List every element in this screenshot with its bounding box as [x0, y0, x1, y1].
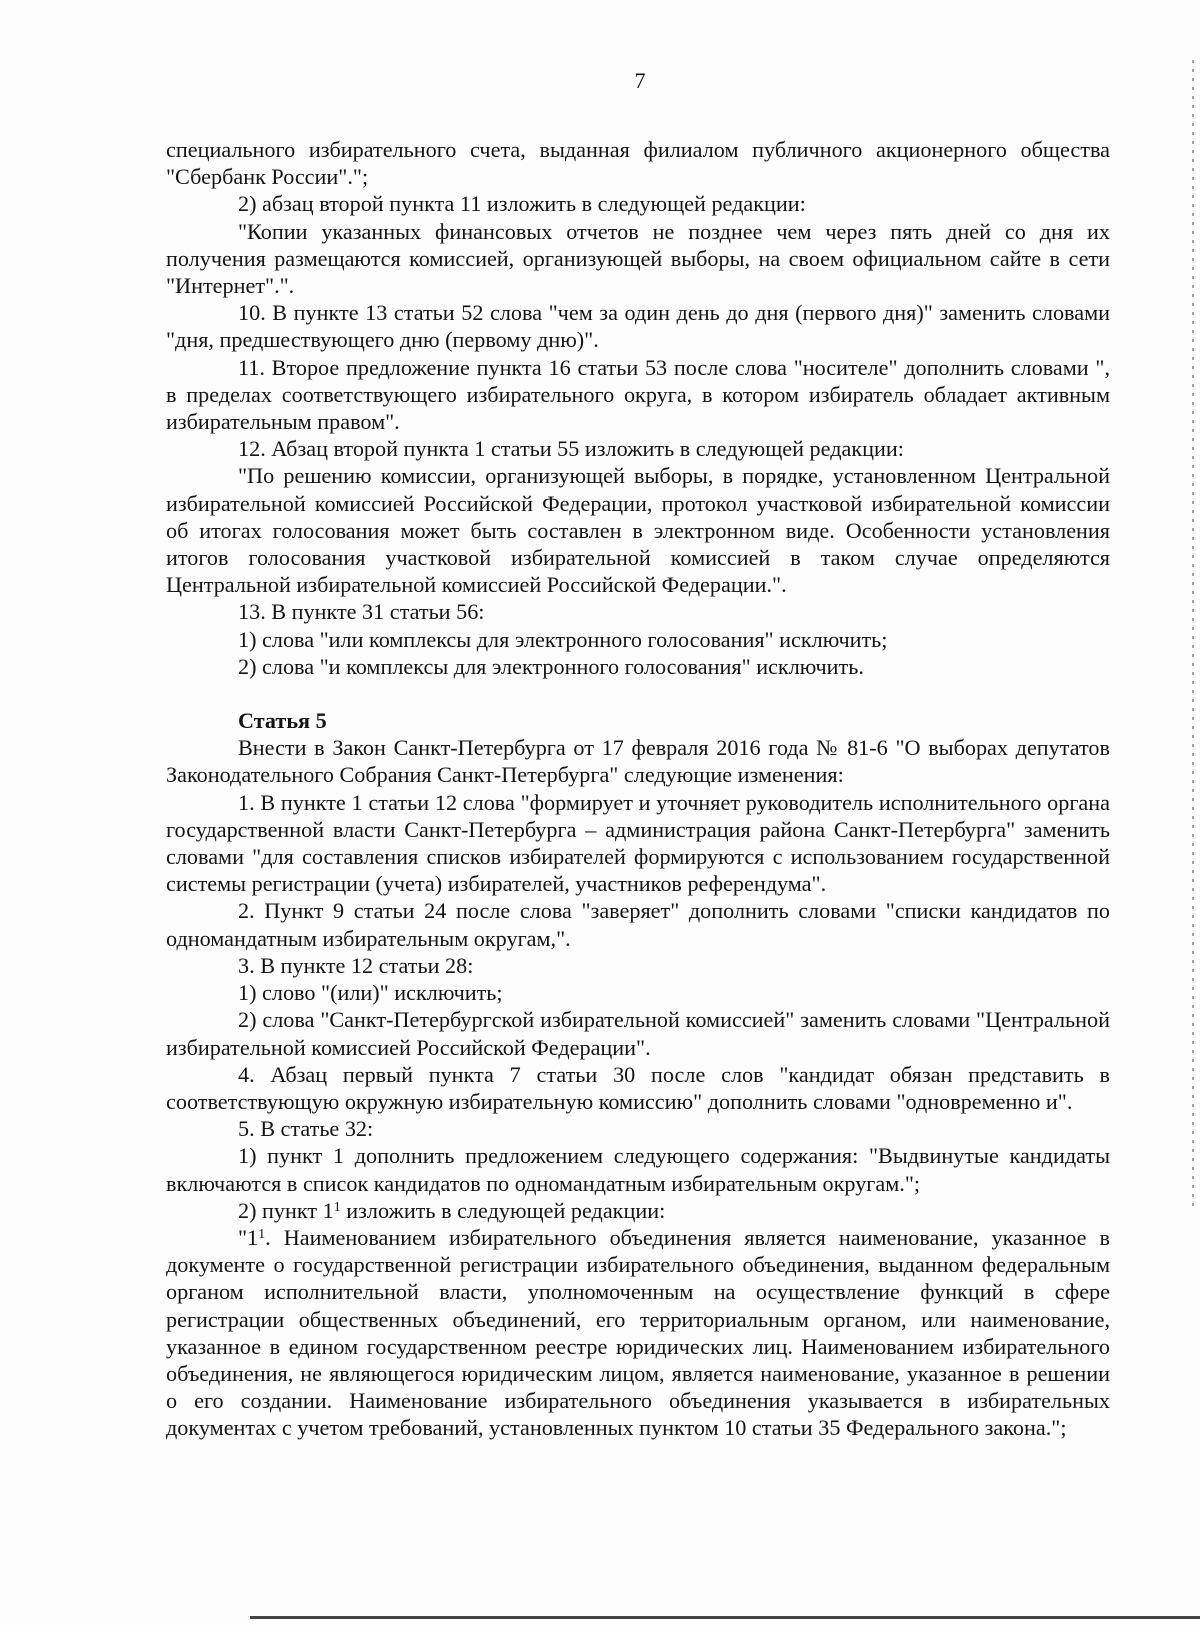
paragraph-point-1-1: [166, 1197, 1110, 1224]
paragraph: 1. В пункте 1 статьи 12 слова "формирует и уточняет руководитель исполнительного органа государственной власти Санкт-Петербурга – администрация района Санкт-Петербурга" заменить словами "для составления списков избирателей формируются с использованием государственной системы регистрации (учета) избирателей, участников референдума".: [166, 789, 1110, 897]
paragraph: 2. Пункт 9 статьи 24 после слова "заверяет" дополнить словами "списки кандидатов по одномандатным избирательным округам,".: [166, 898, 1110, 951]
paragraph: 2) слова "и комплексы для электронного голосования" исключить.: [238, 653, 864, 679]
quote-1-1-text: . Наименованием избирательного объединения является наименование, указанное в документе о государственной регистрации избирательного объединения, выданном федеральным органом исполнительной власти, уполномоченным на осуществление функций в сфере регистрации общественных объединений, его территориальным органом, или наименование, указанное в едином государственном реестре юридических лиц. Наименованием избирательного объединения, не являющегося юридическим лицом, является наименование, указанное в решении о его создании. Наименование избирательного объединения указывается в избирательных документах с учетом требований, установленных пунктом 10 статьи 35 Федерального закона.";: [166, 1224, 1110, 1441]
paragraph: 1) слово "(или)" исключить;: [238, 980, 503, 1006]
scan-edge-artifact: [1192, 60, 1194, 1210]
paragraph: 3. В пункте 12 статьи 28:: [238, 952, 474, 978]
scan-bottom-line: [250, 1616, 1200, 1619]
point-1-1-prefix: 2) пункт 1: [238, 1197, 334, 1223]
paragraph: 1) пункт 1 дополнить предложением следующего содержания: "Выдвинутые кандидаты включаются в список кандидатов по одномандатным избирательным округам.";: [166, 1143, 1110, 1196]
paragraph-quote-1-1: [166, 1224, 1110, 1442]
paragraph: 5. В статье 32:: [238, 1116, 374, 1142]
superscript: 1: [258, 1226, 266, 1242]
document-body: [166, 136, 1110, 1442]
paragraph: 13. В пункте 31 статьи 56:: [238, 599, 485, 625]
paragraph: 12. Абзац второй пункта 1 статьи 55 изложить в следующей редакции:: [238, 436, 904, 462]
paragraph: Внести в Закон Санкт-Петербурга от 17 февраля 2016 года № 81-6 "О выборах депутатов Законодательного Собрания Санкт-Петербурга" следующие изменения:: [166, 735, 1110, 788]
paragraph: 11. Второе предложение пункта 16 статьи 53 после слова "носителе" дополнить словами ", в пределах соответствующего избирательного округа, в котором избиратель обладает активным избирательным правом".: [166, 354, 1110, 435]
paragraph: 2) абзац второй пункта 11 изложить в следующей редакции:: [238, 191, 806, 217]
paragraph: 4. Абзац первый пункта 7 статьи 30 после слов "кандидат обязан представить в соответствующую окружную избирательную комиссию" дополнить словами "одновременно и".: [166, 1061, 1110, 1114]
quote-1-1-prefix: "1: [238, 1224, 259, 1250]
paragraph: специального избирательного счета, выданная филиалом публичного акционерного общества "Сбербанк России".";: [166, 137, 1110, 190]
article-heading: Статья 5: [238, 708, 327, 734]
paragraph: "Копии указанных финансовых отчетов не позднее чем через пять дней со дня их получения размещаются комиссией, организующей выборы, на своем официальном сайте в сети "Интернет".".: [166, 218, 1110, 299]
paragraph: 10. В пункте 13 статьи 52 слова "чем за один день до дня (первого дня)" заменить словами "дня, предшествующего дню (первому дню)".: [166, 300, 1110, 353]
point-1-1-suffix: изложить в следующей редакции:: [340, 1197, 666, 1223]
paragraph: 2) слова "Санкт-Петербургской избирательной комиссией" заменить словами "Центральной избирательной комиссией Российской Федерации".: [166, 1007, 1110, 1060]
page-number: 7: [634, 68, 646, 93]
superscript: 1: [333, 1199, 341, 1215]
paragraph: 1) слова "или комплексы для электронного голосования" исключить;: [238, 626, 888, 652]
paragraph: "По решению комиссии, организующей выборы, в порядке, установленном Центральной избирательной комиссией Российской Федерации, протокол участковой избирательной комиссии об итогах голосования может быть составлен в электронном виде. Особенности установления итогов голосования участковой избирательной комиссией в таком случае определяются Центральной избирательной комиссией Российской Федерации.".: [166, 463, 1110, 598]
